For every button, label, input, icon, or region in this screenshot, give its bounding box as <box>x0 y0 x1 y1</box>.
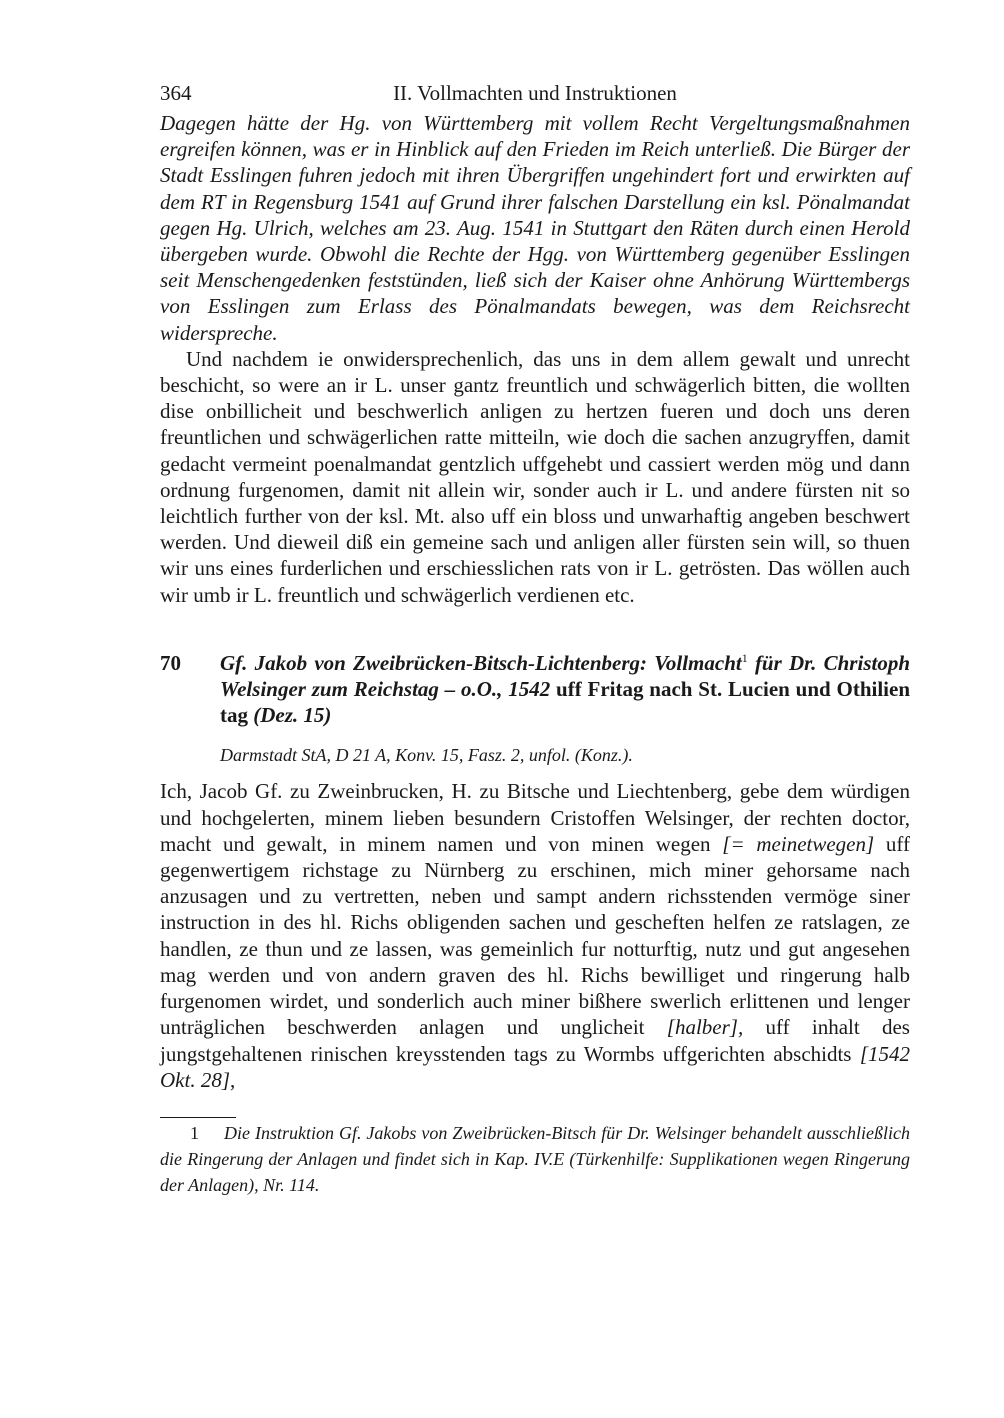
document-body <box>160 778 910 1092</box>
editorial-note-2: [halber], <box>666 1015 744 1040</box>
document-date-modern: (Dez. 15) <box>253 703 332 728</box>
summary-paragraph: Dagegen hätte der Hg. von Württemberg mit vollem Recht Vergeltungsmaßnahmen ergreifen können, was er in Hinblick auf den Frieden im Reich unterließ. Die Bürger der Stadt Esslingen fuhren jedoch mit ihren Übergriffen ungehindert fort und erwirkten auf dem RT in Regensburg 1541 auf Grund ihrer falschen Darstellung ein ksl. Pönalmandat gegen Hg. Ulrich, welches am 23. Aug. 1541 in Stuttgart den Räten durch einen Herold übergeben wurde. Obwohl die Rechte der Hgg. von Württemberg gegenüber Esslingen seit Menschengedenken feststünden, ließ sich der Kaiser ohne Anhörung Württembergs von Esslingen zum Erlass des Pönalmandats bewegen, was dem Reichsrecht widerspreche. <box>160 111 910 345</box>
footnote-divider <box>160 1117 236 1118</box>
page-number: 364 <box>160 81 192 105</box>
body-text-part2: uff gegenwertigem richstage zu Nürnberg zu erschinen, mich miner gehorsame nach anzusagen und zu vertretten, neben und sampt andern richsstenden vermöge siner instruction in des hl. Richs obligenden sachen und gescheften helfen ze ratslagen, ze handlen, ze thun und ze lassen, was gemeinlich fur notturftig, nutz und gut angesehen mag werden und von andern graven des hl. Richs bewilliget und ringerung halb furgenomen wirdet, und sonderlich auch miner bißhere swerlich erlittenen und lenger unträglichen beschwerden anlagen und unglicheit <box>160 831 911 1040</box>
body-text-part4: , <box>230 1067 236 1092</box>
document-heading <box>160 650 910 729</box>
footnote-text: Die Instruktion Gf. Jakobs von Zweibrücken-Bitsch für Dr. Welsinger behandelt ausschließlich die Ringerung der Anlagen und findet sich in Kap. IV.E (Türkenhilfe: Supplikationen wegen Ringerung der Anlagen), Nr. 114. <box>160 1122 910 1195</box>
footnote-marker: 1 <box>190 1122 199 1143</box>
chapter-title: II. Vollmachten und Instruktionen <box>393 81 677 105</box>
document-title-part2: für Dr. Christoph Welsinger zum Reichstag – o.O., 1542 <box>220 650 911 702</box>
document-title-part1: Gf. Jakob von Zweibrücken-Bitsch-Lichtenberg: Vollmacht <box>220 650 742 675</box>
footnote-reference[interactable]: 1 <box>741 650 748 665</box>
footnote <box>160 1120 910 1198</box>
document-page <box>160 78 910 1216</box>
editorial-note-3: [1542 Okt. 28] <box>160 1041 910 1092</box>
document-date-original: uff Fritag nach St. Lucien und Othilien tag <box>220 677 911 728</box>
body-text-part1: Ich, Jacob Gf. zu Zweinbrucken, H. zu Bitsche und Liechtenberg, gebe dem würdigen und hochgelerten, minem lieben besundern Cristoffen Welsinger, der rechten doctor, macht und gewalt, in minem namen und von minen wegen <box>160 779 910 856</box>
document-number: 70 <box>160 650 181 675</box>
body-text-part3: uff inhalt des jungstgehaltenen rinischen kreysstenden tags zu Wormbs uffgerichten abschidts <box>160 1015 910 1066</box>
document-source: Darmstadt StA, D 21 A, Konv. 15, Fasz. 2, unfol. (Konz.). <box>220 745 633 766</box>
quote-paragraph: Und nachdem ie onwidersprechenlich, das uns in dem allem gewalt und unrecht beschicht, so were an ir L. unser gantz freuntlich und schwägerlich bitten, die wollten dise onbillicheit und beschwerlich anligen zu hertzen fueren und doch uns deren freuntlichen und schwägerlichen ratte mitteiln, wie doch die sachen anzugryffen, damit gedacht vermeint poenalmandat gentzlich uffgehebt und cassiert werden mög und dann ordnung furgenomen, damit nit allein wir, sonder auch ir L. und andere fürsten nit so leichtlich further von der ksl. Mt. also uff ein bloss und unwarhaftig angeben beschwert werden. Und dieweil diß ein gemeine sach und anligen aller fürsten sein will, so thuen wir uns eines furderlichen und erschiesslichen rats von ir L. getrösten. Das wöllen auch wir umb ir L. freuntlich und schwägerlich verdienen etc. <box>160 346 910 607</box>
editorial-note-1: [= meinetwegen] <box>722 831 875 856</box>
running-header <box>160 78 910 108</box>
